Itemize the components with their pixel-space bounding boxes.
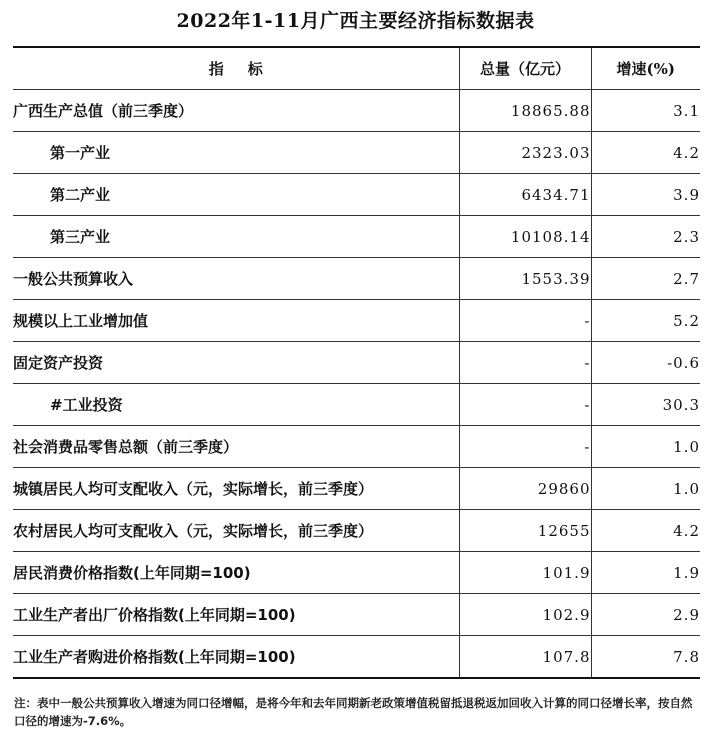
row-total: 10108.14 bbox=[459, 216, 591, 258]
row-growth: 1.9 bbox=[591, 552, 700, 594]
indicator-table bbox=[13, 46, 700, 679]
row-total: - bbox=[459, 342, 591, 384]
row-total: 18865.88 bbox=[459, 90, 591, 132]
table-row bbox=[13, 342, 700, 384]
row-growth: 3.1 bbox=[591, 90, 700, 132]
table-row bbox=[13, 636, 700, 679]
table-row bbox=[13, 552, 700, 594]
row-total: - bbox=[459, 384, 591, 426]
row-total: - bbox=[459, 426, 591, 468]
header-growth: 增速(%) bbox=[591, 47, 700, 90]
table-row bbox=[13, 468, 700, 510]
page-title: 2022年1-11月广西主要经济指标数据表 bbox=[176, 10, 535, 32]
row-indicator: 第一产业 bbox=[13, 132, 459, 174]
row-total: 101.9 bbox=[459, 552, 591, 594]
row-indicator: 广西生产总值（前三季度） bbox=[13, 90, 459, 132]
row-growth: 1.0 bbox=[591, 468, 700, 510]
row-total: 107.8 bbox=[459, 636, 591, 679]
row-growth: 2.3 bbox=[591, 216, 700, 258]
row-indicator: 城镇居民人均可支配收入（元，实际增长，前三季度） bbox=[13, 468, 459, 510]
table-row bbox=[13, 216, 700, 258]
row-growth: 4.2 bbox=[591, 510, 700, 552]
row-growth: 5.2 bbox=[591, 300, 700, 342]
row-growth: 2.7 bbox=[591, 258, 700, 300]
row-total: - bbox=[459, 300, 591, 342]
row-indicator: 规模以上工业增加值 bbox=[13, 300, 459, 342]
row-growth: 30.3 bbox=[591, 384, 700, 426]
row-total: 29860 bbox=[459, 468, 591, 510]
row-growth: 3.9 bbox=[591, 174, 700, 216]
row-growth: 4.2 bbox=[591, 132, 700, 174]
table-row bbox=[13, 426, 700, 468]
row-growth: 7.8 bbox=[591, 636, 700, 679]
row-indicator: 农村居民人均可支配收入（元，实际增长，前三季度） bbox=[13, 510, 459, 552]
table-row bbox=[13, 594, 700, 636]
table-row bbox=[13, 300, 700, 342]
row-total: 1553.39 bbox=[459, 258, 591, 300]
header-indicator bbox=[13, 47, 459, 90]
row-growth: -0.6 bbox=[591, 342, 700, 384]
table-row bbox=[13, 258, 700, 300]
row-growth: 1.0 bbox=[591, 426, 700, 468]
row-indicator: 居民消费价格指数(上年同期=100) bbox=[13, 552, 459, 594]
row-indicator: 工业生产者购进价格指数(上年同期=100) bbox=[13, 636, 459, 679]
row-total: 2323.03 bbox=[459, 132, 591, 174]
table-row bbox=[13, 510, 700, 552]
header-total: 总量（亿元） bbox=[459, 47, 591, 90]
table-row bbox=[13, 174, 700, 216]
row-total: 102.9 bbox=[459, 594, 591, 636]
row-indicator: #工业投资 bbox=[13, 384, 459, 426]
row-indicator: 社会消费品零售总额（前三季度） bbox=[13, 426, 459, 468]
table-row bbox=[13, 132, 700, 174]
row-growth: 2.9 bbox=[591, 594, 700, 636]
row-indicator: 固定资产投资 bbox=[13, 342, 459, 384]
header-indicator-a: 指 bbox=[208, 60, 224, 78]
row-total: 12655 bbox=[459, 510, 591, 552]
table-header-row bbox=[13, 47, 700, 90]
header-indicator-b: 标 bbox=[247, 60, 263, 78]
table-row bbox=[13, 90, 700, 132]
row-indicator: 工业生产者出厂价格指数(上年同期=100) bbox=[13, 594, 459, 636]
row-indicator: 第三产业 bbox=[13, 216, 459, 258]
row-indicator: 第二产业 bbox=[13, 174, 459, 216]
row-indicator: 一般公共预算收入 bbox=[13, 258, 459, 300]
row-total: 6434.71 bbox=[459, 174, 591, 216]
table-row bbox=[13, 384, 700, 426]
footnote: 注：表中一般公共预算收入增速为同口径增幅，是将今年和去年同期新老政策增值税留抵退税返加回收入计算的同口径增长率，按自然口径的增速为-7.6%。 bbox=[14, 696, 693, 728]
